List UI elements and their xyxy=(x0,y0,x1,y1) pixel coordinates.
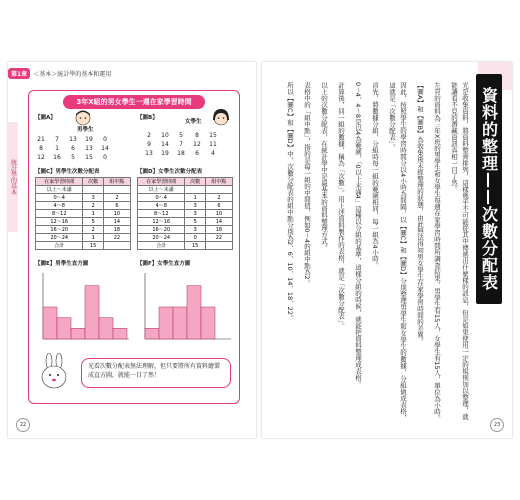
illustration-box xyxy=(28,90,240,404)
table-cell: 以上～未滿 xyxy=(36,186,83,194)
right-page xyxy=(262,62,512,438)
value: 15 xyxy=(85,154,93,161)
histogram-bar xyxy=(201,307,215,339)
panel-b-title: 女學生 xyxy=(185,119,202,125)
value: 0 xyxy=(103,136,107,143)
table-cell: 20～24 xyxy=(138,234,185,242)
hist-f-label: 【圖F】女學生直方圖 xyxy=(137,261,191,267)
table-cell: 2 xyxy=(103,194,130,202)
table-row xyxy=(36,210,131,218)
value: 14 xyxy=(161,141,169,148)
table-cell: 合計 xyxy=(138,242,185,250)
table-row xyxy=(138,210,233,218)
histogram-bar xyxy=(113,328,127,339)
table-row xyxy=(36,226,131,234)
table-cell: 1 xyxy=(83,210,103,218)
table-cell: 3 xyxy=(185,210,205,218)
table-header: 組中點 xyxy=(205,178,232,186)
histogram-bar xyxy=(99,318,113,339)
panel-b-numbers xyxy=(141,131,221,158)
table-row xyxy=(36,202,131,210)
table-header: 組中點 xyxy=(103,178,130,186)
table-row xyxy=(36,194,131,202)
paragraph: 首先，將數據分組，分組時每一組的範圍相同，每一組為4小時。 xyxy=(371,82,379,269)
value: 14 xyxy=(101,145,109,152)
value: 13 xyxy=(85,145,93,152)
panel-a-numbers xyxy=(33,135,113,162)
value: 9 xyxy=(147,141,151,148)
table-cell: 16～20 xyxy=(138,226,185,234)
table-cell xyxy=(103,186,130,194)
table-header: 在家學習時間 xyxy=(36,178,83,186)
value: 0 xyxy=(103,154,107,161)
paragraph: 光是收集資料，將資料整齊排列，這樣幾乎不可能從其中傳遞出什麼樣的訊息，但是如果使用一定的規則加以整理，就能讓看不見的潛藏資訊真相一目了然。 xyxy=(450,82,469,420)
paragraph: 所以【圖C】和【圖D】中，次數分配表的組中點分別為2、6、10、14、18、22。 xyxy=(286,82,294,322)
table-cell: 18 xyxy=(205,226,232,234)
page-number-left: 22 xyxy=(16,418,30,432)
paragraph: 以上的次數分配表，在統計學中是最基本的資料整理方式。 xyxy=(320,82,328,251)
table-cell: 0～4 xyxy=(138,194,185,202)
table-cell: 8～12 xyxy=(36,210,83,218)
panel-b-label: 【圖B】 xyxy=(137,115,158,121)
table-cell: 5 xyxy=(83,218,103,226)
histogram-bar xyxy=(173,307,187,339)
frequency-table-girls xyxy=(137,177,233,250)
chapter-badge: 第1章 xyxy=(8,68,30,79)
table-cell: 5 xyxy=(185,218,205,226)
table-cell: 1 xyxy=(185,194,205,202)
table-cell: 15 xyxy=(83,242,103,250)
paragraph: 左頁的資料為三年X班的男學生和女學生每週在家學習時間所調查結果，男學生有15人，女學生有15人，單位為小時。 xyxy=(433,82,441,422)
table-cell: 3 xyxy=(185,226,205,234)
table-cell: 10 xyxy=(205,210,232,218)
value: 10 xyxy=(161,132,169,139)
table-cell: 以上～未滿 xyxy=(138,186,185,194)
paragraph: 【圖A】和【圖B】為收集後未經整理的狀態，由此無法得知男女學生在家學習時間的差異。 xyxy=(416,82,424,345)
table-cell xyxy=(205,186,232,194)
speech-bubble: 光看次數分配表無法理解，但只要將所有資料繪製成直方圖，就能一目了然！ xyxy=(81,358,231,388)
value: 21 xyxy=(37,136,45,143)
value: 15 xyxy=(209,132,217,139)
histogram-boys xyxy=(35,269,131,349)
page-number-right: 23 xyxy=(490,418,504,432)
value: 1 xyxy=(55,145,59,152)
table-cell: 3 xyxy=(83,194,103,202)
paragraph: 表格中的「組中點」，指的是每一組的中間值，例如0～4的組中點為2。 xyxy=(303,82,311,287)
table-header-row xyxy=(36,178,131,186)
value: 6 xyxy=(195,150,199,157)
table-cell: 14 xyxy=(103,218,130,226)
chapter-header-text: ＜基本＞統計學的基本和運用 xyxy=(33,71,112,78)
value: 4 xyxy=(211,150,215,157)
page-title: 資料的整理——次數分配表 xyxy=(476,74,502,304)
table-cell xyxy=(103,242,130,250)
table-row xyxy=(36,234,131,242)
value: 13 xyxy=(145,150,153,157)
value: 7 xyxy=(55,136,59,143)
value: 5 xyxy=(179,132,183,139)
table-cell: 2 xyxy=(205,194,232,202)
table-c-label: 【圖C】男學生次數分配表 xyxy=(35,169,100,175)
value: 6 xyxy=(71,145,75,152)
table-header: 次數 xyxy=(185,178,205,186)
left-page xyxy=(8,62,256,438)
table-cell: 22 xyxy=(205,234,232,242)
table-row xyxy=(36,186,131,194)
value: 12 xyxy=(193,141,201,148)
table-cell: 15 xyxy=(185,242,205,250)
value: 11 xyxy=(209,141,217,148)
table-row xyxy=(138,218,233,226)
rabbit-mascot-icon xyxy=(35,353,75,393)
histogram-bar xyxy=(159,307,173,339)
girl-icon xyxy=(211,107,231,127)
value: 13 xyxy=(69,136,77,143)
histogram-bar xyxy=(85,286,99,339)
table-cell: 0～4 xyxy=(36,194,83,202)
table-header-row xyxy=(138,178,233,186)
table-cell: 12～16 xyxy=(138,218,185,226)
table-row xyxy=(138,202,233,210)
value: 7 xyxy=(179,141,183,148)
histogram-bar xyxy=(57,318,71,339)
panel-a-title: 男學生 xyxy=(77,127,94,133)
table-cell: 6 xyxy=(103,202,130,210)
table-cell: 14 xyxy=(205,218,232,226)
value: 5 xyxy=(71,154,75,161)
table-cell xyxy=(185,186,205,194)
table-row xyxy=(138,234,233,242)
table-cell xyxy=(83,186,103,194)
table-row xyxy=(138,194,233,202)
paragraph: 0～4、4～8是以4為範圍，「0以上未滿4」這種以分組的基準，這樣分組的時候，就能把資料整理成表格。 xyxy=(354,82,362,388)
table-row xyxy=(36,242,131,250)
table-cell: 4～8 xyxy=(36,202,83,210)
table-cell: 22 xyxy=(103,234,130,242)
table-cell: 4～8 xyxy=(138,202,185,210)
table-row xyxy=(138,186,233,194)
table-cell: 1 xyxy=(83,234,103,242)
histogram-girls xyxy=(137,269,233,349)
hist-e-label: 【圖E】男學生直方圖 xyxy=(35,261,89,267)
frequency-table-boys xyxy=(35,177,131,250)
table-d-label: 【圖D】女學生次數分配表 xyxy=(137,169,203,175)
side-tab: 統計學的基本 xyxy=(8,122,18,232)
body-text xyxy=(270,82,470,422)
table-cell: 2 xyxy=(83,202,103,210)
paragraph: 計算後，同一組的數據，稱為「次數」。用上述資料製作的表格，就是「次數分配表」。 xyxy=(337,82,345,329)
value: 16 xyxy=(53,154,61,161)
table-row xyxy=(138,242,233,250)
value: 19 xyxy=(85,136,93,143)
table-cell: 12～16 xyxy=(36,218,83,226)
value: 19 xyxy=(161,150,169,157)
value: 18 xyxy=(177,150,185,157)
box-title: 3年X組的男女學生一週在家學習時間 xyxy=(63,95,205,109)
histogram-bar xyxy=(43,307,57,339)
table-cell: 10 xyxy=(103,210,130,218)
table-cell: 16～20 xyxy=(36,226,83,234)
table-cell xyxy=(205,242,232,250)
table-row xyxy=(138,226,233,234)
table-cell: 18 xyxy=(103,226,130,234)
table-row xyxy=(36,218,131,226)
table-cell: 合計 xyxy=(36,242,83,250)
value: 8 xyxy=(195,132,199,139)
value: 2 xyxy=(147,132,151,139)
chapter-header xyxy=(8,68,111,79)
table-cell: 3 xyxy=(185,202,205,210)
table-cell: 6 xyxy=(205,202,232,210)
table-header: 在家學習時間 xyxy=(138,178,185,186)
boy-icon xyxy=(73,107,93,127)
histogram-bar xyxy=(145,328,159,339)
histogram-bar xyxy=(71,328,85,339)
value: 8 xyxy=(39,145,43,152)
table-cell: 8～12 xyxy=(138,210,185,218)
histogram-bar xyxy=(187,286,201,339)
panel-a-label: 【圖A】 xyxy=(35,115,56,121)
table-cell: 20～24 xyxy=(36,234,83,242)
table-header: 次數 xyxy=(83,178,103,186)
paragraph: 因此，按照學生的學習時間分以4小時為間隔，以【圖C】和【圖D】分別整理男學生和女學生的數據，分組做成表格，這就是「次數分配表」。 xyxy=(388,82,407,421)
value: 12 xyxy=(37,154,45,161)
table-cell: 2 xyxy=(83,226,103,234)
table-cell: 0 xyxy=(185,234,205,242)
